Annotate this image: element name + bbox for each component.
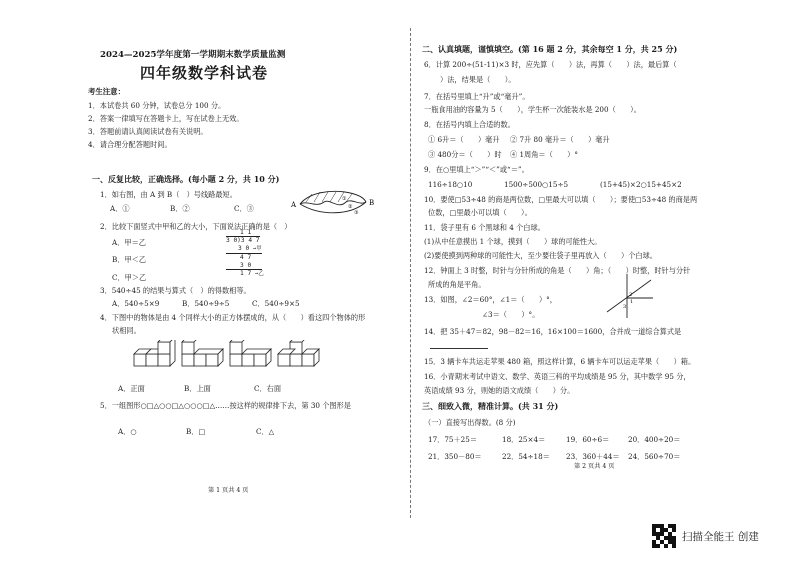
left-page-footer: 第 1 页共 4 页 bbox=[208, 487, 249, 494]
q8-item-2: ② 7升 80 毫升＝（ ）毫升 bbox=[510, 135, 610, 144]
calc-19: 19．60÷6＝ bbox=[566, 435, 610, 444]
note-4: 4．请合理分配答题时间。 bbox=[88, 140, 172, 149]
question-13-line-2: ∠3＝（ ）°。 bbox=[482, 310, 540, 319]
question-16-line-2: 英语成绩 93 分，则她的语文成绩（ ）分。 bbox=[424, 386, 575, 395]
q9-item-2: 1500÷500○15÷5 bbox=[504, 180, 569, 189]
cube-shape-3 bbox=[230, 340, 271, 366]
calc-21: 21．350－80＝ bbox=[428, 452, 482, 461]
question-8: 8．在括号内填上合适的数。 bbox=[424, 120, 515, 129]
calc-18: 18．25×4＝ bbox=[502, 435, 546, 444]
question-11: 11．袋子里有 6 个黑球和 4 个白球。 bbox=[424, 223, 545, 232]
q3-option-b[interactable]: B．540÷9÷5 bbox=[182, 299, 230, 308]
question-11-part-1: (1)从中任意摸出 1 个球，摸到（ ）球的可能性大。 bbox=[424, 237, 602, 246]
fig-label-2: ② bbox=[348, 204, 353, 210]
exam-title: 四年级数学科试卷 bbox=[140, 64, 269, 82]
section-1-heading: 一、反复比较，正确选择。(每小题 2 分，共 10 分) bbox=[92, 174, 280, 184]
calc-20: 20．400÷20＝ bbox=[628, 435, 681, 444]
scanner-watermark bbox=[652, 524, 759, 548]
calc-24: 24．560÷70＝ bbox=[628, 452, 681, 461]
route-figure bbox=[290, 188, 380, 222]
q1-option-c[interactable]: C．③ bbox=[234, 204, 254, 213]
question-1: 1．如右图，由 A 到 B（ ）号线路最短。 bbox=[100, 190, 237, 199]
watermark-text: 扫描全能王 创建 bbox=[682, 530, 759, 543]
question-15: 15．3 辆卡车共运走苹果 480 箱，照这样计算，6 辆卡车可以运走苹果（ ）箱。 bbox=[424, 357, 696, 366]
calc-23: 23．360＋44＝ bbox=[566, 452, 620, 461]
q8-item-4: ④ 1周角＝（ ）° bbox=[510, 150, 578, 159]
cube-shape-1 bbox=[134, 340, 175, 366]
question-2: 2．比较下面竖式中甲和乙的大小，下面说法正确的是（ ） bbox=[100, 222, 292, 231]
section-2-heading: 二、认真填题，谨慎填空。(第 16 题 2 分，其余每空 1 分，共 25 分) bbox=[422, 44, 678, 54]
question-10-line-2: 位数，□里最小可以填（ ）。 bbox=[428, 208, 532, 217]
fig-label-b: B bbox=[369, 199, 375, 207]
q9-item-3: (15+45)×2○15+45×2 bbox=[600, 180, 682, 189]
calc-22: 22．54÷18＝ bbox=[502, 452, 550, 461]
question-13: 13．如图，∠2＝60°，∠1＝（ ）°， bbox=[424, 295, 557, 304]
note-1: 1．本试卷共 60 分钟，试卷总分 100 分。 bbox=[88, 101, 226, 110]
fig-label-a: A bbox=[291, 201, 297, 209]
question-5: 5．一组图形○□△○○□△○○○□△……按这样的规律排下去，第 30 个图形是 bbox=[100, 401, 351, 410]
question-7: 7．在括号里填上“升”或“毫升”。 bbox=[424, 92, 530, 101]
question-10-line-1: 10．要使□53÷48 的商是两位数，□里最大可以填（ ）；要使□53÷48 的商是两 bbox=[424, 195, 698, 204]
question-12-line-1: 12．钟面上 3 时整，时针与分针所成的角是（ ）角；（ ）时整，时针与分针 bbox=[424, 266, 691, 275]
calc-subheading: （一）直接写出得数。(8 分) bbox=[424, 418, 516, 427]
note-3: 3．答题前请认真阅读试卷有关说明。 bbox=[88, 127, 208, 136]
question-4-line-2: 状相同。 bbox=[112, 326, 141, 335]
q5-option-a[interactable]: A．○ bbox=[118, 427, 137, 436]
q1-option-b[interactable]: B．② bbox=[170, 204, 190, 213]
cube-figures bbox=[130, 340, 330, 370]
q8-item-3: ③ 480分＝（ ）时 bbox=[428, 150, 502, 159]
question-6-line-1: 6．计算 200÷(51-11)×3 时，应先算（ ）法，再算（ ）法，最后算（ bbox=[424, 60, 677, 69]
question-9: 9．在○里填上“＞”“＜”或“＝”。 bbox=[424, 165, 529, 174]
cube-shape-2 bbox=[182, 340, 223, 366]
q9-item-1: 116÷18○10 bbox=[428, 180, 473, 189]
angle-label-2: 2 bbox=[629, 292, 633, 298]
note-2: 2．答案一律填写在答题卡上，写在试卷上无效。 bbox=[88, 114, 244, 123]
notes-title: 考生注意： bbox=[88, 87, 125, 96]
exam-header: 2024—2025学年度第一学期期末数学质量监测 bbox=[100, 50, 286, 60]
q5-option-b[interactable]: B．□ bbox=[186, 427, 206, 436]
q3-option-c[interactable]: C．540÷9×5 bbox=[252, 299, 300, 308]
question-16-line-1: 16．小青期末考试中语文、数学、英语三科的平均成绩是 95 分，其中数学 95 分， bbox=[424, 372, 691, 381]
q4-option-a[interactable]: A．正面 bbox=[118, 384, 145, 393]
angle-label-3: 3 bbox=[623, 304, 627, 310]
right-page-footer: 第 2 页共 4 页 bbox=[574, 463, 615, 470]
question-3: 3．540÷45 的结果与算式（ ）的得数相等。 bbox=[100, 286, 251, 295]
q2-option-b[interactable]: B．甲＜乙 bbox=[112, 255, 147, 264]
question-4-line-1: 4．下图中的物体是由 4 个同样大小的正方体摆成的，从（ ）看这四个物体的形 bbox=[100, 313, 366, 322]
question-12-line-2: 所成的角是平角。 bbox=[428, 280, 486, 289]
q2-option-c[interactable]: C．甲＞乙 bbox=[112, 273, 147, 282]
question-14: 14．把 35＋47＝82，98－82＝16，16×100＝1600，合并成一道综合算式是 bbox=[424, 327, 682, 336]
question-7-body: 一瓶食用油的容量为 5（ ），学生杯一次能装水是 200（ ）。 bbox=[424, 105, 641, 114]
angle-label-1: 1 bbox=[630, 299, 634, 305]
qr-code-icon bbox=[652, 524, 676, 548]
long-division: 1 1 3 0)3 4 7 3 0 →甲 4 7 3 0 1 7 →乙 bbox=[226, 229, 264, 278]
fig-label-3: ③ bbox=[354, 210, 359, 216]
section-3-heading: 三、细致入微，精准计算。(共 31 分) bbox=[422, 401, 559, 411]
cube-shape-4 bbox=[278, 340, 319, 366]
angle-figure bbox=[605, 272, 655, 320]
q1-option-a[interactable]: A．① bbox=[110, 204, 130, 213]
question-6-line-2: ）法，结果是（ ）。 bbox=[440, 75, 516, 84]
question-11-part-2: (2)要使摸到两种球的可能性大，至少要往袋子里再放入（ ）个白球。 bbox=[424, 251, 657, 260]
q8-item-1: ① 6升＝（ ）毫升 bbox=[428, 135, 500, 144]
q5-option-c[interactable]: C．△ bbox=[256, 427, 275, 436]
q4-option-c[interactable]: C．右面 bbox=[254, 384, 282, 393]
calc-17: 17．75＋25＝ bbox=[428, 435, 478, 444]
q2-option-a[interactable]: A．甲＝乙 bbox=[112, 238, 146, 247]
q3-option-a[interactable]: A．540÷5×9 bbox=[112, 299, 160, 308]
q14-answer-line[interactable] bbox=[430, 348, 488, 349]
q4-option-b[interactable]: B．上面 bbox=[184, 384, 211, 393]
right-page bbox=[400, 0, 794, 561]
fig-label-1: ① bbox=[342, 196, 347, 202]
